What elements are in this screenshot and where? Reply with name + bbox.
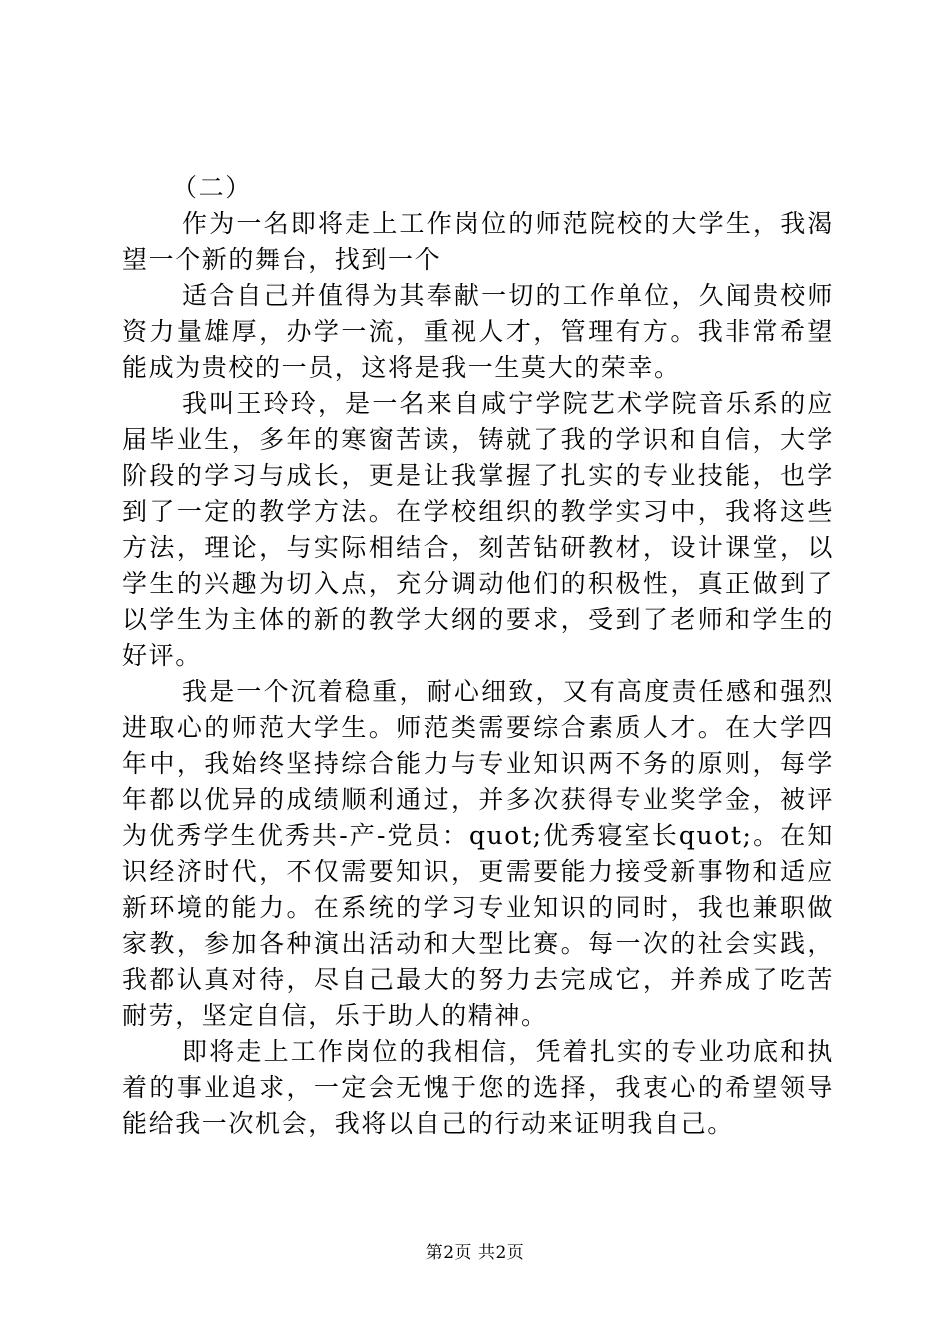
paragraph-intro: 作为一名即将走上工作岗位的师范院校的大学生，我渴望一个新的舞台，找到一个 [122, 209, 834, 274]
paragraph-closing: 即将走上工作岗位的我相信，凭着扎实的专业功底和执着的事业追求，一定会无愧于您的选择，我衷心的希望领导能给我一次机会，我将以自己的行动来证明我自己。 [122, 1037, 834, 1138]
paragraph-school: 适合自己并值得为其奉献一切的工作单位，久闻贵校师资力量雄厚，办学一流，重视人才，管理有方。我非常希望能成为贵校的一员，这将是我一生莫大的荣幸。 [122, 281, 834, 382]
paragraph-qualities: 我是一个沉着稳重，耐心细致，又有高度责任感和强烈进取心的师范大学生。师范类需要综合素质人才。在大学四年中，我始终坚持综合能力与专业知识两不务的原则，每学年都以优异的成绩顺利通过，并多次获得专业奖学金，被评为优秀学生优秀共-产-党员：quot;优秀寝室长quot;。在知识经济时代，不仅需要知识，更需要能力接受新事物和适应新环境的能力。在系统的学习专业知识的同时，我也兼职做家教，参加各种演出活动和大型比赛。每一次的社会实践，我都认真对待，尽自己最大的努力去完成它，并养成了吃苦耐劳，坚定自信，乐于助人的精神。 [122, 677, 834, 1030]
page-number-footer: 第2页 共2页 [425, 1243, 525, 1263]
paragraph-self-introduction: 我叫王玲玲，是一名来自咸宁学院艺术学院音乐系的应届毕业生，多年的寒窗苦读，铸就了我的学识和自信，大学阶段的学习与成长，更是让我掌握了扎实的专业技能，也学到了一定的教学方法。在学校组织的教学实习中，我将这些方法，理论，与实际相结合，刻苦钻研教材，设计课堂，以学生的兴趣为切入点，充分调动他们的积极性，真正做到了以学生为主体的新的教学大纲的要求，受到了老师和学生的好评。 [122, 389, 834, 670]
document-body [122, 170, 834, 1142]
section-heading: （二） [172, 173, 252, 202]
